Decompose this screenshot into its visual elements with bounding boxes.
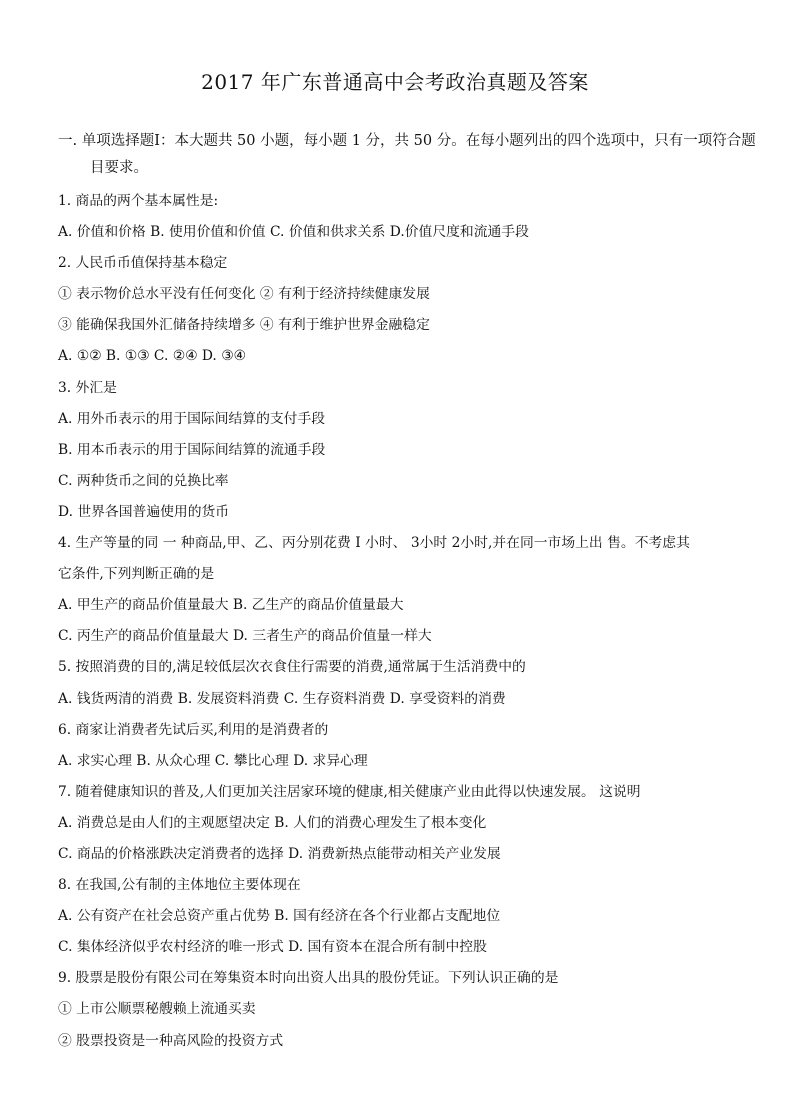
section-heading-line: 一. 单项选择题Ⅰ：本大题共 50 小题，每小题 1 分，共 50 分。在每小题列出的四个选项中，只有一项符合题	[58, 133, 756, 149]
text-line: 它条件,下列判断正确的是	[58, 566, 215, 583]
text-line: A. 用外币表示的用于国际间结算的支付手段	[58, 410, 326, 427]
question-list	[58, 186, 758, 1057]
text-line: 1. 商品的两个基本属性是:	[58, 193, 219, 209]
section-heading-line: 目要求。	[90, 160, 148, 176]
text-line: C. 集体经济似乎农村经济的唯一形式 D. 国有资本在混合所有制中控股	[58, 939, 487, 956]
document-title: 2017 年广东普通高中会考政治真题及答案	[201, 70, 589, 94]
text-line: 2. 人民币币值保持基本稳定	[58, 255, 228, 272]
text-line: C. 商品的价格涨跌决定消费者的选择 D. 消费新热点能带动相关产业发展	[58, 845, 501, 862]
text-line: A. 公有资产在社会总资产重占优势 B. 国有经济在各个行业都占支配地位	[58, 908, 501, 925]
text-line: A. 甲生产的商品价值量最大 B. 乙生产的商品价值量最大	[58, 597, 404, 614]
text-line: C. 两种货币之间的兑换比率	[58, 472, 229, 489]
text-line: 6. 商家让消费者先试后买,利用的是消费者的	[58, 721, 329, 738]
text-line: 9. 股票是股份有限公司在筹集资本时向出资人出具的股份凭证。下列认识正确的是	[58, 970, 559, 987]
text-line: ② 股票投资是一种高风险的投资方式	[58, 1032, 284, 1049]
text-line: 5. 按照消费的目的,满足较低层次衣食住行需要的消费,通常属于生活消费中的	[58, 659, 526, 676]
text-line: A. ①② B. ①③ C. ②④ D. ③④	[58, 348, 246, 365]
section-heading	[58, 128, 758, 182]
text-line: ① 上市公顺票秘艘赖上流通买卖	[58, 1001, 256, 1018]
text-line: D. 世界各国普遍使用的货币	[58, 503, 230, 520]
text-line: 7. 随着健康知识的普及,人们更加关注居家环境的健康,相关健康产业由此得以快速发展。 这说明	[58, 783, 641, 800]
text-line: ① 表示物价总水平没有任何变化 ② 有利于经济持续健康发展	[58, 286, 430, 303]
text-line: A. 钱货两清的消费 B. 发展资料消费 C. 生存资料消费 D. 享受资料的消费	[58, 690, 506, 707]
text-line: 3. 外汇是	[58, 379, 117, 396]
text-line: B. 用本币表示的用于国际间结算的流通手段	[58, 441, 326, 458]
text-line: 8. 在我国,公有制的主体地位主要体现在	[58, 877, 301, 894]
text-line: ③ 能确保我国外汇储备持续增多 ④ 有利于维护世界金融稳定	[58, 317, 430, 334]
text-line: C. 丙生产的商品价值量最大 D. 三者生产的商品价值量一样大	[58, 628, 432, 645]
text-line: A. 消费总是由人们的主观愿望决定 B. 人们的消费心理发生了根本变化	[58, 814, 487, 831]
text-line: 4. 生产等量的同 一 种商品,甲、乙、丙分别花费 I 小时、 3小时 2小时,并在同一市场上出 售。不考虑其	[58, 535, 690, 552]
text-line: A. 求实心理 B. 从众心理 C. 攀比心理 D. 求异心理	[58, 752, 368, 769]
text-line: A. 价值和价格 B. 使用价值和价值 C. 价值和供求关系 D.价值尺度和流通手段	[58, 224, 529, 241]
